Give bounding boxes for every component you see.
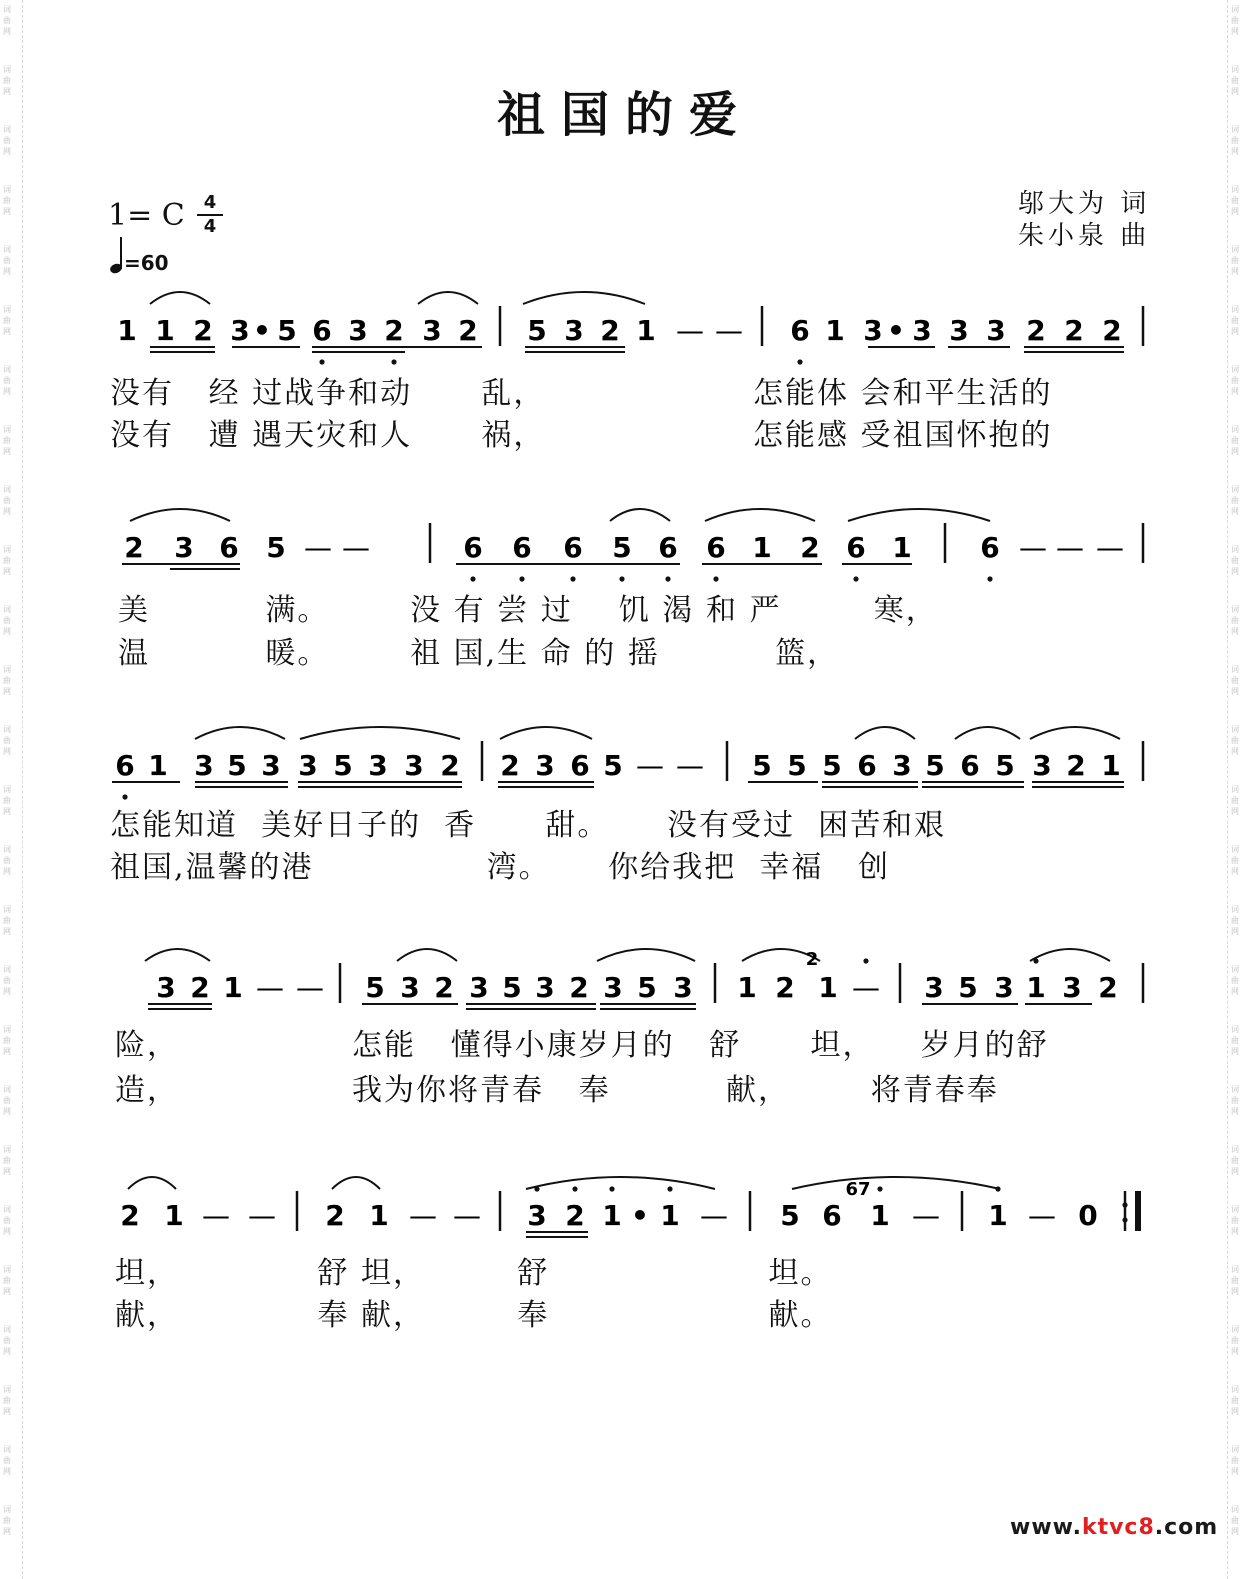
slur-3-5 xyxy=(955,727,1020,739)
side-mark-text: 词曲网 xyxy=(1231,1145,1239,1176)
side-mark-text: 词曲网 xyxy=(3,1445,11,1476)
side-mark-text: 词曲网 xyxy=(3,725,11,756)
side-mark-text: 词曲网 xyxy=(3,1265,11,1296)
side-mark-text: 词曲网 xyxy=(1231,425,1239,456)
octave-dot-below-2-6 xyxy=(713,576,718,581)
note-3-1: 6 xyxy=(115,749,135,782)
octave-dot-above-5-5 xyxy=(877,1186,882,1191)
note-1-23: 3 xyxy=(949,314,969,347)
octave-dot-below-2-2 xyxy=(519,576,524,581)
note-4-10: 5 xyxy=(502,971,522,1004)
note-3-8: 3 xyxy=(368,749,388,782)
note-5-1: 2 xyxy=(120,1199,140,1232)
note-4-5: — xyxy=(296,971,324,1004)
note-4-21: 5 xyxy=(958,971,978,1004)
side-mark-text: 词曲网 xyxy=(1231,545,1239,576)
side-mark-text: 词曲网 xyxy=(3,1385,11,1416)
slur-2-2 xyxy=(610,509,670,521)
side-mark-text: 词曲网 xyxy=(3,965,11,996)
note-1-12: 5 xyxy=(527,314,547,347)
site-watermark xyxy=(1010,1515,1218,1540)
note-1-13: 3 xyxy=(564,314,584,347)
octave-dot-below-2-1 xyxy=(470,576,475,581)
note-2-9: 6 xyxy=(563,531,583,564)
note-3-3: 3 xyxy=(194,749,214,782)
note-3-9: 3 xyxy=(404,749,424,782)
side-mark-text: 词曲网 xyxy=(3,785,11,816)
note-3-23: 6 xyxy=(960,749,980,782)
side-mark-text: 词曲网 xyxy=(1231,365,1239,396)
side-mark-text: 词曲网 xyxy=(1231,305,1239,336)
note-2-6: — xyxy=(342,531,370,564)
slur-4-5 xyxy=(1030,949,1110,961)
slur-1-2 xyxy=(418,292,478,304)
note-2-2: 3 xyxy=(174,531,194,564)
watermark-brand: ktvc8 xyxy=(1081,1515,1155,1540)
lyric-row1-verse2: 没有 遭 遇天灾和人 祸， 怎能感 受祖国怀抱的 xyxy=(110,418,1053,453)
side-mark-text: 词曲网 xyxy=(3,1505,11,1536)
note-5-7: — xyxy=(409,1199,437,1232)
side-mark-text: 词曲网 xyxy=(3,425,11,456)
note-3-19: 5 xyxy=(822,749,842,782)
note-5-5: 2 xyxy=(325,1199,345,1232)
slur-3-1 xyxy=(195,727,285,739)
note-4-14: 5 xyxy=(637,971,657,1004)
slur-2-1 xyxy=(130,509,230,521)
note-4-24: 3 xyxy=(1062,971,1082,1004)
side-mark-text: 词曲网 xyxy=(1231,1505,1239,1536)
note-1-24: 3 xyxy=(986,314,1006,347)
note-5-21: 0 xyxy=(1078,1199,1098,1232)
side-mark-text: 词曲网 xyxy=(1231,905,1239,936)
note-2-3: 6 xyxy=(219,531,239,564)
note-2-12: 6 xyxy=(706,531,726,564)
octave-dot-below-2-4 xyxy=(619,576,624,581)
octave-dot-above-5-4 xyxy=(667,1186,672,1191)
note-3-12: 3 xyxy=(535,749,555,782)
lyricist-credit: 邬大为 词 xyxy=(1018,189,1151,219)
note-5-19: 1 xyxy=(988,1199,1008,1232)
note-4-12: 2 xyxy=(569,971,589,1004)
note-1-10: 3 xyxy=(422,314,442,347)
note-5-6: 1 xyxy=(369,1199,389,1232)
repeat-dot-top xyxy=(1122,1202,1127,1207)
lyric-row2-verse2: 温 暖。 祖 国,生 命 的 摇 篮， xyxy=(118,636,840,671)
note-5-10: 2 xyxy=(565,1199,585,1232)
lyric-row1-verse1: 没有 经 过战争和动 乱， 怎能体 会和平生活的 xyxy=(110,376,1053,411)
note-1-6: 5 xyxy=(277,314,297,347)
note-5-11: 1 xyxy=(602,1199,622,1232)
note-3-13: 6 xyxy=(570,749,590,782)
note-2-5: — xyxy=(304,531,332,564)
note-4-8: 2 xyxy=(434,971,454,1004)
note-4-4: — xyxy=(256,971,284,1004)
note-5-16: 6 xyxy=(822,1199,842,1232)
note-4-20: 3 xyxy=(924,971,944,1004)
note-5-4: — xyxy=(248,1199,276,1232)
note-4-16: 1 xyxy=(737,971,757,1004)
side-mark-text: 词曲网 xyxy=(3,365,11,396)
note-3-14: 5 xyxy=(603,749,623,782)
note-2-18: — xyxy=(1019,531,1047,564)
note-3-6: 3 xyxy=(298,749,318,782)
slur-5-4 xyxy=(792,1177,1000,1189)
key-signature: 1= C xyxy=(108,198,185,233)
side-mark-text: 词曲网 xyxy=(1231,665,1239,696)
octave-dot-below-2-3 xyxy=(570,576,575,581)
slur-3-3 xyxy=(500,727,592,739)
note-3-7: 5 xyxy=(333,749,353,782)
side-mark-text: 词曲网 xyxy=(1231,185,1239,216)
note-5-20: — xyxy=(1028,1199,1056,1232)
note-5-8: — xyxy=(453,1199,481,1232)
note-3-25: 3 xyxy=(1032,749,1052,782)
note-2-1: 2 xyxy=(124,531,144,564)
slur-3-2 xyxy=(300,727,460,739)
octave-dot-below-2-5 xyxy=(665,576,670,581)
note-3-11: 2 xyxy=(500,749,520,782)
side-mark-text: 词曲网 xyxy=(1231,965,1239,996)
octave-dot-below-1-1 xyxy=(319,359,324,364)
side-mark-text: 词曲网 xyxy=(3,605,11,636)
lyric-row5-verse2: 献， 奉 献， 奉 献。 xyxy=(115,1298,833,1333)
side-mark-text: 词曲网 xyxy=(1231,1085,1239,1116)
note-5-12: • xyxy=(631,1199,649,1232)
note-5-17: 1 xyxy=(870,1199,890,1232)
note-4-2: 2 xyxy=(190,971,210,1004)
side-mark-text: 词曲网 xyxy=(1231,245,1239,276)
note-5-13: 1 xyxy=(660,1199,680,1232)
note-1-7: 6 xyxy=(312,314,332,347)
slur-1-1 xyxy=(150,292,210,304)
note-3-21: 3 xyxy=(892,749,912,782)
slur-4-2 xyxy=(397,949,457,961)
note-1-8: 3 xyxy=(348,314,368,347)
note-4-17: 2 xyxy=(775,971,795,1004)
octave-dot-above-5-3 xyxy=(609,1186,614,1191)
slur-2-4 xyxy=(848,509,990,521)
note-5-3: — xyxy=(202,1199,230,1232)
side-mark-text: 词曲网 xyxy=(3,1325,11,1356)
note-1-4: 3 xyxy=(230,314,250,347)
side-mark-text: 词曲网 xyxy=(3,5,11,36)
lyric-row2-verse1: 美 满。 没 有 尝 过 饥 渴 和 严 寒， xyxy=(118,593,938,628)
note-4-19: — xyxy=(852,971,880,1004)
note-3-2: 1 xyxy=(148,749,168,782)
note-3-16: — xyxy=(676,749,704,782)
note-2-20: — xyxy=(1096,531,1124,564)
note-1-16: — xyxy=(676,314,704,347)
note-3-4: 5 xyxy=(227,749,247,782)
side-mark-text: 词曲网 xyxy=(1231,785,1239,816)
repeat-dot-bottom xyxy=(1122,1217,1127,1222)
side-mark-text: 词曲网 xyxy=(1231,845,1239,876)
side-mark-text: 词曲网 xyxy=(1231,5,1239,36)
note-4-18: 1 xyxy=(818,971,838,1004)
note-1-2: 1 xyxy=(155,314,175,347)
note-3-10: 2 xyxy=(440,749,460,782)
slur-4-1 xyxy=(145,949,210,961)
octave-dot-below-2-7 xyxy=(853,576,858,581)
note-4-6: 5 xyxy=(365,971,385,1004)
note-1-15: 1 xyxy=(636,314,656,347)
note-5-15: 5 xyxy=(780,1199,800,1232)
side-mark-text: 词曲网 xyxy=(1231,1445,1239,1476)
note-2-4: 5 xyxy=(266,531,286,564)
note-2-17: 6 xyxy=(980,531,1000,564)
note-2-10: 5 xyxy=(612,531,632,564)
note-4-3: 1 xyxy=(223,971,243,1004)
octave-dot-below-1-2 xyxy=(391,359,396,364)
side-mark-text: 词曲网 xyxy=(3,1085,11,1116)
note-3-22: 5 xyxy=(925,749,945,782)
note-3-5: 3 xyxy=(261,749,281,782)
side-mark-text: 词曲网 xyxy=(1231,1025,1239,1056)
slur-3-4 xyxy=(855,727,915,739)
note-1-1: 1 xyxy=(117,314,137,347)
note-4-11: 3 xyxy=(535,971,555,1004)
note-1-5: • xyxy=(253,314,271,347)
note-1-27: 2 xyxy=(1102,314,1122,347)
side-mark-text: 词曲网 xyxy=(3,485,11,516)
note-2-15: 6 xyxy=(846,531,866,564)
note-1-19: 1 xyxy=(825,314,845,347)
slur-5-2 xyxy=(332,1177,380,1189)
note-1-20: 3 xyxy=(863,314,883,347)
note-4-25: 2 xyxy=(1098,971,1118,1004)
watermark-suffix: .com xyxy=(1154,1515,1219,1540)
note-2-13: 1 xyxy=(752,531,772,564)
octave-dot-below-2-8 xyxy=(987,576,992,581)
slur-1-3 xyxy=(523,292,645,304)
note-3-17: 5 xyxy=(752,749,772,782)
side-mark-text: 词曲网 xyxy=(3,305,11,336)
note-3-15: — xyxy=(636,749,664,782)
watermark-prefix: www. xyxy=(1010,1515,1082,1540)
note-1-9: 2 xyxy=(384,314,404,347)
note-1-26: 2 xyxy=(1064,314,1084,347)
note-1-11: 2 xyxy=(458,314,478,347)
song-title: 祖国的爱 xyxy=(496,87,753,143)
note-3-20: 6 xyxy=(857,749,877,782)
octave-dot-above-5-2 xyxy=(572,1186,577,1191)
side-mark-text: 词曲网 xyxy=(3,1145,11,1176)
side-mark-text: 词曲网 xyxy=(3,125,11,156)
note-1-22: 3 xyxy=(912,314,932,347)
note-1-17: — xyxy=(715,314,743,347)
note-3-27: 1 xyxy=(1101,749,1121,782)
lyric-row4-verse1: 险， 怎能 懂得小康岁月的 舒 坦， 岁月的舒 xyxy=(115,1028,1049,1063)
note-2-16: 1 xyxy=(892,531,912,564)
note-4-1: 3 xyxy=(156,971,176,1004)
side-mark-text: 词曲网 xyxy=(3,1205,11,1236)
side-mark-text: 词曲网 xyxy=(3,245,11,276)
side-mark-text: 词曲网 xyxy=(1231,1205,1239,1236)
note-1-3: 2 xyxy=(193,314,213,347)
note-3-18: 5 xyxy=(787,749,807,782)
note-1-18: 6 xyxy=(790,314,810,347)
side-mark-text: 词曲网 xyxy=(1231,1385,1239,1416)
octave-dot-above-4-1 xyxy=(863,958,868,963)
slur-4-3 xyxy=(597,949,695,961)
side-mark-text: 词曲网 xyxy=(1231,65,1239,96)
side-mark-text: 词曲网 xyxy=(3,905,11,936)
note-2-19: — xyxy=(1056,531,1084,564)
slur-2-3 xyxy=(705,509,815,521)
slur-5-3 xyxy=(526,1177,715,1189)
note-5-18: — xyxy=(912,1199,940,1232)
note-3-26: 2 xyxy=(1066,749,1086,782)
note-5-2: 1 xyxy=(164,1199,184,1232)
side-mark-text: 词曲网 xyxy=(3,1025,11,1056)
side-mark-text: 词曲网 xyxy=(3,665,11,696)
grace-note-5: 67 xyxy=(845,1179,871,1200)
note-1-21: • xyxy=(887,314,905,347)
lyric-row4-verse2: 造， 我为你将青春 奉 献， 将青春奉 xyxy=(115,1073,999,1108)
note-2-7: 6 xyxy=(463,531,483,564)
slur-3-6 xyxy=(1030,727,1120,739)
note-5-14: — xyxy=(700,1199,728,1232)
octave-dot-below-1-3 xyxy=(797,359,802,364)
tempo-value: =60 xyxy=(124,251,169,275)
note-4-22: 3 xyxy=(994,971,1014,1004)
lyric-row3-verse2: 祖国,温馨的港 湾。 你给我把 幸福 创 xyxy=(110,850,890,885)
note-2-11: 6 xyxy=(658,531,678,564)
note-2-8: 6 xyxy=(512,531,532,564)
lyric-row5-verse1: 坦， 舒 坦， 舒 坦。 xyxy=(115,1256,833,1291)
time-signature-bottom: 4 xyxy=(203,216,217,237)
note-4-23: 1 xyxy=(1026,971,1046,1004)
note-1-14: 2 xyxy=(600,314,620,347)
time-signature-top: 4 xyxy=(203,192,217,213)
side-mark-text: 词曲网 xyxy=(1231,725,1239,756)
side-mark-text: 词曲网 xyxy=(1231,125,1239,156)
note-2-14: 2 xyxy=(800,531,820,564)
slur-5-1 xyxy=(128,1177,176,1189)
side-mark-text: 词曲网 xyxy=(1231,1265,1239,1296)
side-mark-text: 词曲网 xyxy=(1231,605,1239,636)
side-mark-text: 词曲网 xyxy=(1231,1325,1239,1356)
note-4-13: 3 xyxy=(603,971,623,1004)
note-4-9: 3 xyxy=(469,971,489,1004)
note-4-15: 3 xyxy=(673,971,693,1004)
note-3-24: 5 xyxy=(995,749,1015,782)
grace-note-4: 2 xyxy=(805,949,819,970)
lyric-row3-verse1: 怎能知道 美好日子的 香 甜。 没有受过 困苦和艰 xyxy=(110,808,947,843)
side-mark-text: 词曲网 xyxy=(3,185,11,216)
side-mark-text: 词曲网 xyxy=(3,845,11,876)
side-mark-text: 词曲网 xyxy=(3,65,11,96)
note-1-25: 2 xyxy=(1026,314,1046,347)
side-mark-text: 词曲网 xyxy=(1231,485,1239,516)
side-mark-text: 词曲网 xyxy=(3,545,11,576)
note-4-7: 3 xyxy=(400,971,420,1004)
composer-credit: 朱小泉 曲 xyxy=(1018,221,1151,251)
note-5-9: 3 xyxy=(527,1199,547,1232)
octave-dot-below-3-1 xyxy=(122,794,127,799)
